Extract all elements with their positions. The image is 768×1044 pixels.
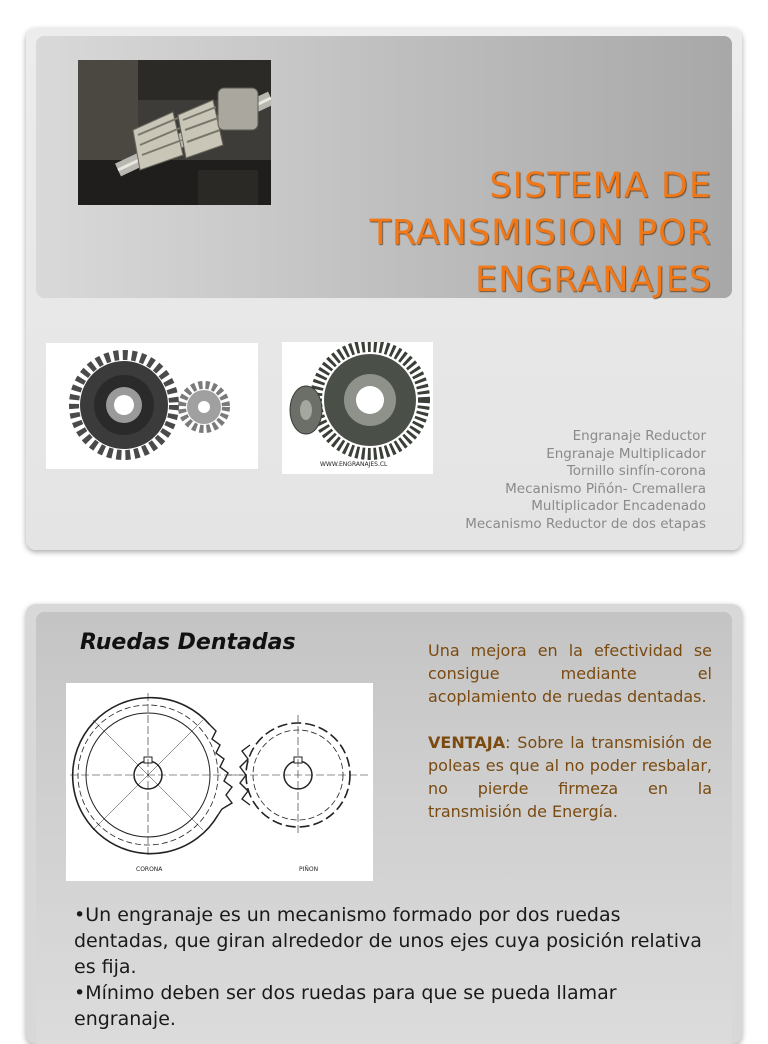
list-item: Engranaje Reductor: [572, 428, 706, 444]
list-item: Tornillo sinfín-corona: [566, 463, 706, 479]
spur-gears-photo: [46, 343, 258, 469]
paragraph-efectividad: Una mejora en la efectividad se consigue mediante el acoplamiento de ruedas dentadas.: [428, 641, 712, 706]
ventaja-label: VENTAJA: [428, 733, 506, 752]
gear-diagram: [66, 683, 373, 881]
title-line-2: TRANSMISION POR: [369, 213, 712, 253]
ventaja-text: : Sobre la transmisión de poleas es que al no poder resbalar, no pierde firmeza en la transmisión de Energía.: [428, 733, 712, 821]
title-line-1: SISTEMA DE: [489, 166, 712, 206]
list-item: Mecanismo Piñón- Cremallera: [505, 480, 706, 497]
gears-slide: [26, 604, 742, 1044]
spiral-bevel-gear-photo: [282, 342, 433, 474]
bullet-text-block: [74, 902, 720, 1032]
right-text-block: [428, 639, 712, 823]
list-item: Mecanismo Reductor de dos etapas: [465, 515, 706, 532]
diagram-label-corona: CORONA: [136, 866, 163, 873]
bullet-item: •Un engranaje es un mecanismo formado por dos ruedas dentadas, que giran alrededor de unos ejes cuya posición relativa es fija.: [74, 904, 702, 978]
diagram-label-pinon: PIÑON: [299, 866, 319, 873]
list-item: Engranaje Multiplicador: [546, 445, 706, 462]
paragraph-ventaja: [428, 731, 712, 823]
mechanism-list: [465, 428, 706, 533]
slide-title: [192, 163, 712, 304]
list-item: Multiplicador Encadenado: [531, 498, 706, 514]
photo-credit: WWW.ENGRANAJES.CL: [320, 461, 388, 468]
title-line-3: ENGRANAJES: [474, 260, 712, 300]
bullet-item: •Mínimo deben ser dos ruedas para que se pueda llamar engranaje.: [74, 982, 617, 1030]
slide-title: Ruedas Dentadas: [80, 630, 296, 655]
title-slide: [26, 28, 742, 550]
